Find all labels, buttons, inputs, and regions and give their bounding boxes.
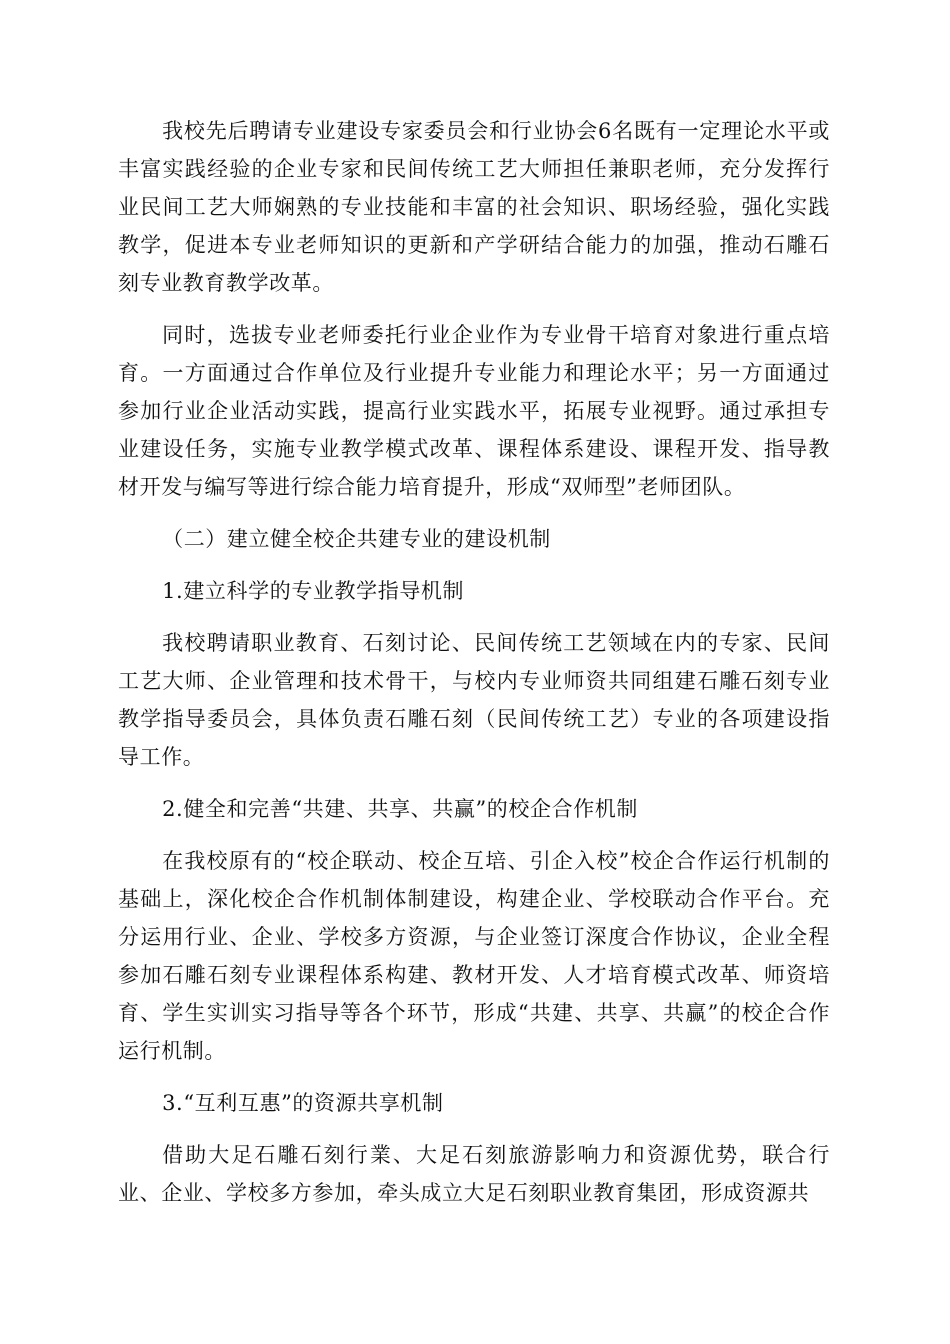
subheading-resource-sharing: 3.“互利互惠”的资源共享机制 (162, 1091, 444, 1115)
subheading-cooperation-mechanism: 2.健全和完善“共建、共享、共赢”的校企合作机制 (162, 797, 638, 821)
subheading-teaching-guidance: 1.建立科学的专业教学指导机制 (162, 579, 465, 603)
section-heading-mechanism: （二）建立健全校企共建专业的建设机制 (162, 527, 551, 551)
document-body (118, 112, 830, 1226)
paragraph-school-enterprise-cooperation: 在我校原有的“校企联动、校企互培、引企入校”校企合作运行机制的基础上，深化校企合作机制体制建设，构建企业、学校联动合作平台。充分运用行业、企业、学校多方资源，与企业签订深度合作协议，企业全程参加石雕石刻专业课程体系构建、教材开发、人才培育模式改革、师资培育、学生实训实习指导等各个环节，形成“共建、共享、共赢”的校企合作运行机制。 (118, 849, 830, 1063)
paragraph-education-group: 借助大足石雕石刻行業、大足石刻旅游影响力和资源优势，联合行业、企业、学校多方参加，牵头成立大足石刻职业教育集团，形成资源共 (118, 1143, 830, 1205)
paragraph-teaching-committee: 我校聘请职业教育、石刻讨论、民间传统工艺领域在内的专家、民间工艺大师、企业管理和技术骨干，与校内专业师资共同组建石雕石刻专业教学指导委员会，具体负责石雕石刻（民间传统工艺）专业的各项建设指导工作。 (118, 631, 830, 769)
paragraph-backbone-teachers: 同时，选拔专业老师委托行业企业作为专业骨干培育对象进行重点培育。一方面通过合作单位及行业提升专业能力和理论水平；另一方面通过参加行业企业活动实践，提高行业实践水平，拓展专业视野。通过承担专业建设任务，实施专业教学模式改革、课程体系建设、课程开发、指导教材开发与编写等进行综合能力培育提升，形成“双师型”老师团队。 (118, 323, 830, 499)
paragraph-part-time-teachers: 我校先后聘请专业建设专家委员会和行业协会6名既有一定理论水平或丰富实践经验的企业专家和民间传统工艺大师担任兼职老师，充分发挥行业民间工艺大师娴熟的专业技能和丰富的社会知识、职场经验，强化实践教学，促进本专业老师知识的更新和产学研结合能力的加强，推动石雕石刻专业教育教学改革。 (118, 119, 830, 295)
